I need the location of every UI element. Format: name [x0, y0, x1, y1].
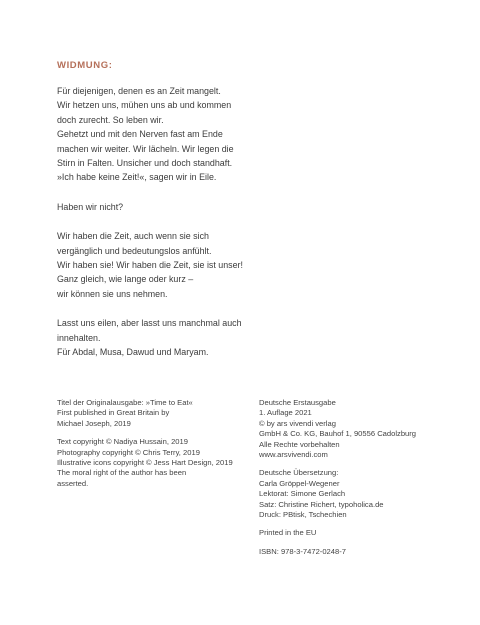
text-line: Wir haben die Zeit, auch wenn sie sich — [57, 231, 209, 242]
imprint-line: Deutsche Übersetzung: — [259, 468, 339, 478]
dedication-heading: WIDMUNG: — [57, 60, 113, 71]
imprint-block-original — [57, 398, 237, 429]
dedication-paragraph-2 — [57, 200, 287, 214]
imprint-block-publisher — [259, 398, 459, 460]
imprint-line: The moral right of the author has been — [57, 468, 187, 478]
text-line: doch zurecht. So leben wir. — [57, 114, 164, 125]
imprint-line: Druck: PBtisk, Tschechien — [259, 510, 347, 520]
imprint-line: Titel der Originalausgabe: »Time to Eat« — [57, 398, 193, 407]
imprint-line: Satz: Christine Richert, typoholica.de — [259, 499, 384, 509]
imprint-line: Printed in the EU — [259, 528, 317, 538]
text-line: vergänglich und bedeutungslos anfühlt. — [57, 245, 212, 256]
imprint-line: © by ars vivendi verlag — [259, 418, 336, 428]
imprint-line: Photography copyright © Chris Terry, 2019 — [57, 447, 200, 457]
imprint-line: Text copyright © Nadiya Hussain, 2019 — [57, 437, 188, 447]
publisher-website: www.arsvivendi.com — [259, 450, 328, 460]
text-line: »Ich habe keine Zeit!«, sagen wir in Eile. — [57, 172, 217, 183]
text-line: Lasst uns eilen, aber lasst uns manchmal auch — [57, 318, 242, 329]
text-line: Für diejenigen, denen es an Zeit mangelt. — [57, 86, 221, 96]
text-line: Wir haben sie! Wir haben die Zeit, sie ist unser! — [57, 260, 243, 271]
imprint-block-copyright — [57, 437, 237, 489]
imprint-line: Deutsche Erstausgabe — [259, 398, 336, 407]
imprint-block-credits — [259, 468, 459, 520]
imprint-line: Alle Rechte vorbehalten — [259, 439, 340, 449]
imprint-line: Illustrative icons copyright © Jess Hart Design, 2019 — [57, 458, 233, 468]
text-line: wir können sie uns nehmen. — [57, 288, 168, 299]
text-line: Gehetzt und mit den Nerven fast am Ende — [57, 129, 223, 140]
dedication-paragraph-1 — [57, 84, 287, 185]
text-line: Haben wir nicht? — [57, 201, 124, 212]
dedication-paragraph-4 — [57, 316, 287, 359]
text-line: innehalten. — [57, 332, 101, 343]
isbn: ISBN: 978-3-7472-0248-7 — [259, 546, 346, 556]
imprint-line: Lektorat: Simone Gerlach — [259, 489, 346, 499]
imprint-original-edition — [57, 398, 237, 497]
imprint-line: Michael Joseph, 2019 — [57, 418, 131, 428]
imprint-line: Carla Gröppel-Wegener — [259, 478, 340, 488]
text-line: machen wir weiter. Wir lächeln. Wir legen die — [57, 143, 234, 154]
imprint-german-edition — [259, 398, 459, 565]
imprint-block-isbn — [259, 547, 459, 557]
dedication-text — [57, 84, 287, 375]
text-line: Wir hetzen uns, mühen uns ab und kommen — [57, 100, 232, 111]
text-line: Stirn in Falten. Unsicher und doch standhaft. — [57, 158, 233, 169]
text-line: Für Abdal, Musa, Dawud und Maryam. — [57, 347, 209, 358]
text-line: Ganz gleich, wie lange oder kurz – — [57, 274, 194, 285]
dedication-paragraph-3 — [57, 229, 287, 301]
imprint-line: First published in Great Britain by — [57, 408, 170, 418]
imprint-line: asserted. — [57, 478, 89, 488]
imprint-line: 1. Auflage 2021 — [259, 408, 312, 418]
imprint-block-printed — [259, 528, 459, 538]
imprint-line: GmbH & Co. KG, Bauhof 1, 90556 Cadolzburg — [259, 429, 417, 439]
